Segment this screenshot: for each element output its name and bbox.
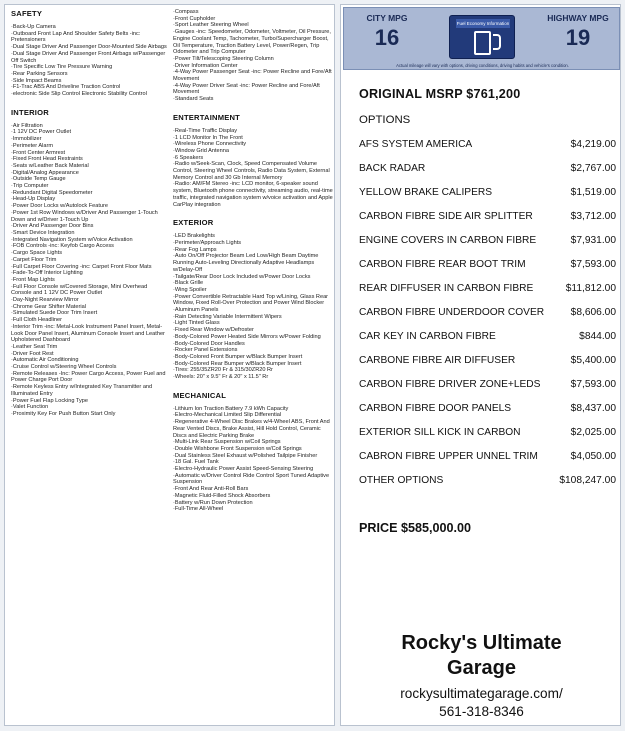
exterior-list	[173, 233, 333, 380]
feature-item: · Radio w/Seek-Scan, Clock, Speed Compensated Volume Control, Steering Wheel Controls, Radio Data System, External Memory Control and 30 Gb Internal Memory	[173, 161, 333, 181]
feature-item: · Integrated Navigation System w/Voice Activation	[11, 237, 167, 244]
option-row	[359, 163, 616, 187]
feature-item: · Driver And Passenger Door Bins	[11, 223, 167, 230]
highway-mpg-label: HIGHWAY MPG	[547, 13, 609, 23]
option-price: $2,767.00	[570, 163, 616, 174]
feature-item: · Double Wishbone Front Suspension w/Coil Springs	[173, 446, 333, 453]
feature-item: · Electro-Mechanical Limited Slip Differential	[173, 412, 333, 419]
mpg-disclaimer: Actual mileage will vary with options, driving conditions, driving habits and vehicle's condition.	[396, 63, 569, 68]
feature-item: · Interior Trim -inc: Metal-Look Instrument Panel Insert, Metal-Look Door Panel Insert, Aluminum Console Insert and Leather Upholstered Dashboard	[11, 324, 167, 344]
features-panel	[4, 4, 335, 726]
feature-item: · Power Fuel Flap Locking Type	[11, 398, 167, 405]
feature-item: · Digital/Analog Appearance	[11, 170, 167, 177]
feature-item: · Air Filtration	[11, 123, 167, 130]
feature-item: · Front Center Armrest	[11, 150, 167, 157]
feature-item: · Body-Colored Front Bumper w/Black Bumper Insert	[173, 354, 333, 361]
feature-item: · 4-Way Power Driver Seat -inc: Power Recline and Fore/Aft Movement	[173, 83, 333, 96]
fuel-pump-icon	[449, 15, 515, 59]
option-price: $3,712.00	[570, 211, 616, 222]
feature-item: · Standard Seats	[173, 96, 333, 103]
option-name: ENGINE COVERS IN CARBON FIBRE	[359, 235, 537, 246]
option-price: $7,593.00	[570, 259, 616, 270]
pricing-panel	[340, 4, 621, 726]
option-price: $5,400.00	[570, 355, 616, 366]
option-row	[359, 451, 616, 475]
feature-item: · Full Floor Console w/Covered Storage, Mini Overhead Console and 1 12V DC Power Outlet	[11, 284, 167, 297]
feature-item: · Outboard Front Lap And Shoulder Safety Belts -inc: Pretensioners	[11, 31, 167, 44]
feature-item: · Wireless Phone Connectivity	[173, 141, 333, 148]
mechanical-heading: MECHANICAL	[173, 390, 227, 400]
feature-item: · Tailgate/Rear Door Lock Included w/Power Door Locks	[173, 274, 333, 281]
option-row	[359, 475, 616, 499]
dealer-name-line2: Garage	[447, 657, 516, 679]
option-row	[359, 259, 616, 283]
feature-item: · Day-Night Rearview Mirror	[11, 297, 167, 304]
feature-item: · Valet Function	[11, 404, 167, 411]
feature-item: · Power 1st Row Windows w/Driver And Passenger 1-Touch Down and w/Driver 1-Touch Up	[11, 210, 167, 223]
option-name: CARBON FIBRE DOOR PANELS	[359, 403, 512, 414]
feature-item: · Front Map Lights	[11, 277, 167, 284]
option-name: AFS SYSTEM AMERICA	[359, 139, 473, 150]
feature-item: · 6 Speakers	[173, 155, 333, 162]
feature-item: · F1-Trac ABS And Driveline Traction Control	[11, 84, 167, 91]
feature-item: · Lithium Ion Traction Battery 7.9 kWh Capacity	[173, 406, 333, 413]
feature-item: · Cruise Control w/Steering Wheel Controls	[11, 364, 167, 371]
feature-item: · Black Grille	[173, 280, 333, 287]
option-name: CARBON FIBRE UNDERDOOR COVER	[359, 307, 545, 318]
feature-item: · Front And Rear Anti-Roll Bars	[173, 486, 333, 493]
option-name: OTHER OPTIONS	[359, 475, 444, 486]
feature-item: · Multi-Link Rear Suspension w/Coil Springs	[173, 439, 333, 446]
option-row	[359, 187, 616, 211]
feature-item: · Driver Information Center	[173, 63, 333, 70]
feature-item: · Aluminum Panels	[173, 307, 333, 314]
feature-item: · Remote Keyless Entry w/Integrated Key Transmitter and Illuminated Entry	[11, 384, 167, 397]
feature-item: · Compass	[173, 9, 333, 16]
options-heading: OPTIONS	[359, 114, 411, 126]
option-name: CARBON FIBRE DRIVER ZONE+LEDS	[359, 379, 541, 390]
interior-heading: INTERIOR	[11, 107, 49, 117]
feature-item: · 1 12V DC Power Outlet	[11, 129, 167, 136]
feature-item: · Proximity Key For Push Button Start Only	[11, 411, 167, 418]
feature-item: · Fixed Rear Window w/Defroster	[173, 327, 333, 334]
option-price: $2,025.00	[570, 427, 616, 438]
feature-item: · Chrome Gear Shifter Material	[11, 304, 167, 311]
dealer-name	[351, 631, 612, 681]
interior-list	[11, 123, 167, 418]
features-column-left	[11, 9, 167, 418]
feature-item: · Magnetic Fluid-Filled Shock Absorbers	[173, 493, 333, 500]
feature-item: · Driver Foot Rest	[11, 351, 167, 358]
option-price: $108,247.00	[559, 475, 616, 486]
option-row	[359, 331, 616, 355]
option-price: $4,050.00	[570, 451, 616, 462]
mechanical-list	[173, 406, 333, 513]
feature-item: · Power Tilt/Telescoping Steering Column	[173, 56, 333, 63]
feature-item: · Full Cloth Headliner	[11, 317, 167, 324]
feature-item: · LED Brakelights	[173, 233, 333, 240]
feature-item: · Battery w/Run Down Protection	[173, 500, 333, 507]
exterior-heading: EXTERIOR	[173, 218, 214, 228]
option-name: YELLOW BRAKE CALIPERS	[359, 187, 493, 198]
feature-item: · Tire Specific Low Tire Pressure Warning	[11, 64, 167, 71]
option-row	[359, 283, 616, 307]
feature-item: · Power Door Locks w/Autolock Feature	[11, 203, 167, 210]
option-price: $11,812.00	[565, 283, 616, 294]
feature-item: · Front Cupholder	[173, 16, 333, 23]
feature-item: · 1 LCD Monitor In The Front	[173, 135, 333, 142]
fuel-economy-box	[343, 7, 620, 70]
feature-item: · Automatic Air Conditioning	[11, 357, 167, 364]
feature-item: · Rear Fog Lamps	[173, 247, 333, 254]
option-name: EXTERIOR SILL KICK IN CARBON	[359, 427, 521, 438]
feature-item: · Rocker Panel Extensions	[173, 347, 333, 354]
option-name: CABRON FIBRE UPPER UNNEL TRIM	[359, 451, 538, 462]
option-price: $844.00	[579, 331, 616, 342]
feature-item: · Tires: 255/35ZR20 Fr & 315/30ZR20 Rr	[173, 367, 333, 374]
feature-item: · Leather Seat Trim	[11, 344, 167, 351]
option-price: $8,437.00	[570, 403, 616, 414]
option-row	[359, 379, 616, 403]
feature-item: · Trip Computer	[11, 183, 167, 190]
feature-item: · Cargo Space Lights	[11, 250, 167, 257]
feature-item: · Wing Spoiler	[173, 287, 333, 294]
option-row	[359, 307, 616, 331]
feature-item: · Dual Stainless Steel Exhaust w/Polished Tailpipe Finisher	[173, 453, 333, 460]
option-row	[359, 139, 616, 163]
option-name: CAR KEY IN CARBON FIBRE	[359, 331, 496, 342]
feature-item: · Sport Leather Steering Wheel	[173, 22, 333, 29]
feature-item: · Wheels: 20" x 9.5" Fr & 20" x 11.5" Rr	[173, 374, 333, 381]
feature-item: · Radio: AM/FM Stereo -inc: LCD monitor, 6-speaker sound system, Bluetooth phone connectivity, streaming audio, real-time traffic, integrated navigation system w/voice activation and Apple CarPlay integration	[173, 181, 333, 208]
option-price: $4,219.00	[570, 139, 616, 150]
option-row	[359, 355, 616, 379]
feature-item: · Electro-Hydraulic Power Assist Speed-Sensing Steering	[173, 466, 333, 473]
features-column-right	[173, 9, 333, 513]
city-mpg-value: 16	[374, 25, 400, 50]
city-mpg-label: CITY MPG	[366, 13, 408, 23]
feature-item: · Redundant Digital Speedometer	[11, 190, 167, 197]
option-price: $1,519.00	[570, 187, 616, 198]
misc-list	[173, 9, 333, 103]
feature-item: · Immobilizer	[11, 136, 167, 143]
highway-mpg-value: 19	[565, 25, 591, 50]
feature-item: · Side Impact Beams	[11, 78, 167, 85]
feature-item: · Automatic w/Driver Control Ride Control Sport Tuned Adaptive Suspension	[173, 473, 333, 486]
entertainment-list	[173, 128, 333, 208]
feature-item: · Light Tinted Glass	[173, 320, 333, 327]
feature-item: · Full Carpet Floor Covering -inc: Carpet Front Floor Mats	[11, 264, 167, 271]
option-price: $7,593.00	[570, 379, 616, 390]
feature-item: · Gauges -inc: Speedometer, Odometer, Voltmeter, Oil Pressure, Engine Coolant Temp, Tachometer, Turbo/Supercharger Boost, Oil Temperature, Traction Battery Level, Power/Regen, Trip Odometer and Trip Computer	[173, 29, 333, 56]
option-row	[359, 211, 616, 235]
feature-item: · Full-Time All-Wheel	[173, 506, 333, 513]
feature-item: · Fixed Front Head Restraints	[11, 156, 167, 163]
option-row	[359, 403, 616, 427]
original-msrp: ORIGINAL MSRP $761,200	[359, 87, 521, 101]
feature-item: · Fade-To-Off Interior Lighting	[11, 270, 167, 277]
feature-item: · Body-Colored Rear Bumper w/Black Bumper Insert	[173, 361, 333, 368]
option-name: REAR DIFFUSER IN CARBON FIBRE	[359, 283, 534, 294]
feature-item: · Perimeter/Approach Lights	[173, 240, 333, 247]
feature-item: · 4-Way Power Passenger Seat -inc: Power Recline and Fore/Aft Movement	[173, 69, 333, 82]
option-name: CARBON FIBRE REAR BOOT TRIM	[359, 259, 526, 270]
feature-item: · Simulated Suede Door Trim Insert	[11, 310, 167, 317]
fuel-pump-label: Fuel Economy Information	[456, 21, 510, 26]
dealer-name-line1: Rocky's Ultimate	[401, 632, 562, 654]
feature-item: · Power Convertible Retractable Hard Top w/Lining, Glass Rear Window, Fixed Roll-Over Protection and Power Wind Blocker	[173, 294, 333, 307]
dealer-website[interactable]: rockysultimategarage.com/	[400, 686, 563, 701]
option-row	[359, 427, 616, 451]
feature-item: · Real-Time Traffic Display	[173, 128, 333, 135]
feature-item: · FOB Controls -inc: Keyfob Cargo Access	[11, 243, 167, 250]
option-name: BACK RADAR	[359, 163, 426, 174]
option-price: $7,931.00	[570, 235, 616, 246]
safety-heading: SAFETY	[11, 9, 43, 18]
feature-item: · 18 Gal. Fuel Tank	[173, 459, 333, 466]
option-price: $8,606.00	[570, 307, 616, 318]
feature-item: · Carpet Floor Trim	[11, 257, 167, 264]
city-mpg	[352, 13, 422, 51]
highway-mpg	[539, 13, 617, 51]
feature-item: · Rain Detecting Variable Intermittent Wipers	[173, 314, 333, 321]
option-name: CARBON FIBRE SIDE AIR SPLITTER	[359, 211, 533, 222]
options-list	[359, 139, 616, 499]
feature-item: · Window Grid Antenna	[173, 148, 333, 155]
feature-item: · Regenerative 4-Wheel Disc Brakes w/4-Wheel ABS, Front And Rear Vented Discs, Brake Assist, Hill Hold Control, Ceramic Discs and Electric Parking Brake	[173, 419, 333, 439]
feature-item: · Body-Colored Door Handles	[173, 341, 333, 348]
feature-item: · Rear Parking Sensors	[11, 71, 167, 78]
feature-item: · Body-Colored Power Heated Side Mirrors w/Power Folding	[173, 334, 333, 341]
feature-item: · Auto On/Off Projector Beam Led Low/High Beam Daytime Running Auto-Leveling Directionally Adaptive Headlamps w/Delay-Off	[173, 253, 333, 273]
dealer-phone[interactable]: 561-318-8346	[439, 704, 524, 719]
feature-item: · Outside Temp Gauge	[11, 176, 167, 183]
option-row	[359, 235, 616, 259]
feature-item: · electronic Side Slip Control Electronic Stability Control	[11, 91, 167, 98]
safety-list	[11, 24, 167, 98]
option-name: CARBONE FIBRE AIR DIFFUSER	[359, 355, 516, 366]
feature-item: · Perimeter Alarm	[11, 143, 167, 150]
feature-item: · Dual Stage Driver And Passenger Door-Mounted Side Airbags	[11, 44, 167, 51]
feature-item: · Back-Up Camera	[11, 24, 167, 31]
feature-item: · Remote Releases -Inc: Power Cargo Access, Power Fuel and Power Charge Port Door	[11, 371, 167, 384]
feature-item: · Head-Up Display	[11, 196, 167, 203]
feature-item: · Dual Stage Driver And Passenger Front Airbags w/Passenger Off Switch	[11, 51, 167, 64]
entertainment-heading: ENTERTAINMENT	[173, 112, 241, 122]
feature-item: · Smart Device Integration	[11, 230, 167, 237]
sale-price: PRICE $585,000.00	[359, 521, 472, 535]
feature-item: · Seats w/Leather Back Material	[11, 163, 167, 170]
